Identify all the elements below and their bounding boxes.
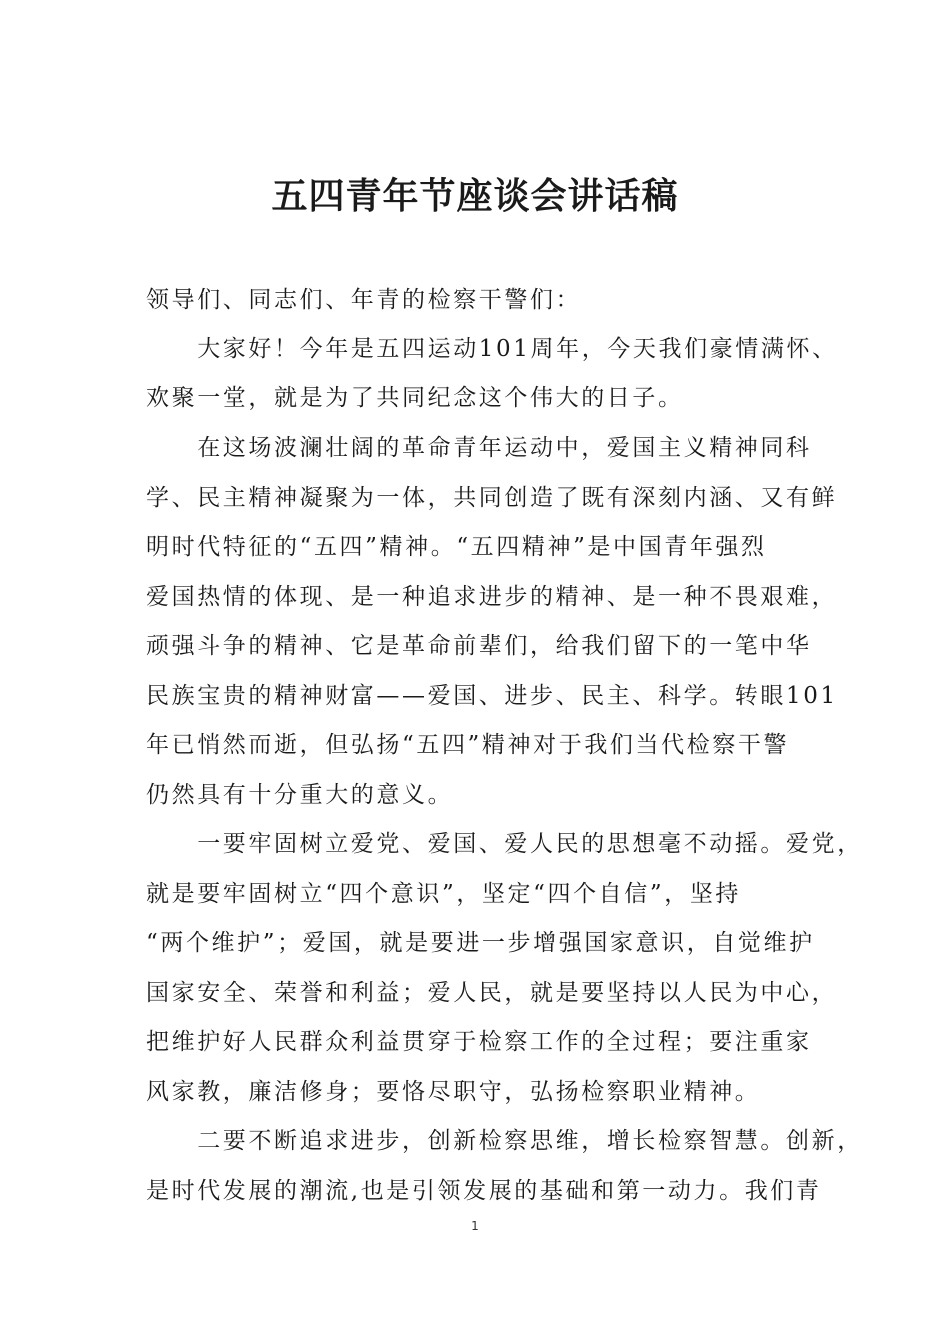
text-line: “两个维护”；爱国，就是要进一步增强国家意识，自觉维护	[146, 930, 815, 956]
text-line: 把维护好人民群众利益贯穿于检察工作的全过程；要注重家	[146, 1029, 812, 1055]
text-line: 二要不断追求进步，创新检察思维，增长检察智慧。创新，	[146, 1128, 863, 1154]
text-line: 大家好！今年是五四运动101周年，今天我们豪情满怀、	[146, 336, 838, 362]
text-line: 年已悄然而逝，但弘扬“五四”精神对于我们当代检察干警	[146, 732, 790, 758]
text-line: 学、民主精神凝聚为一体，共同创造了既有深刻内涵、又有鲜	[146, 485, 838, 511]
text-line: 是时代发展的潮流,也是引领发展的基础和第一动力。我们青	[146, 1178, 822, 1204]
text-line: 在这场波澜壮阔的革命青年运动中，爱国主义精神同科	[146, 435, 812, 461]
text-line: 爱国热情的体现、是一种追求进步的精神、是一种不畏艰难，	[146, 584, 838, 610]
text-line: 国家安全、荣誉和利益；爱人民，就是要坚持以人民为中心，	[146, 980, 838, 1006]
text-line: 仍然具有十分重大的意义。	[146, 782, 454, 808]
text-line: 就是要牢固树立“四个意识”，坚定“四个自信”，坚持	[146, 881, 742, 907]
document-title: 五四青年节座谈会讲话稿	[271, 175, 679, 217]
text-line: 领导们、同志们、年青的检察干警们：	[146, 287, 582, 313]
page-number: 1	[471, 1219, 479, 1233]
text-line: 风家教，廉洁修身；要恪尽职守，弘扬检察职业精神。	[146, 1079, 761, 1105]
text-line: 顽强斗争的精神、它是革命前辈们，给我们留下的一笔中华	[146, 633, 812, 659]
text-line: 民族宝贵的精神财富——爱国、进步、民主、科学。转眼101	[146, 683, 838, 709]
text-line: 明时代特征的“五四”精神。“五四精神”是中国青年强烈	[146, 534, 767, 560]
text-line: 欢聚一堂，就是为了共同纪念这个伟大的日子。	[146, 385, 684, 411]
text-line: 一要牢固树立爱党、爱国、爱人民的思想毫不动摇。爱党，	[146, 831, 863, 857]
